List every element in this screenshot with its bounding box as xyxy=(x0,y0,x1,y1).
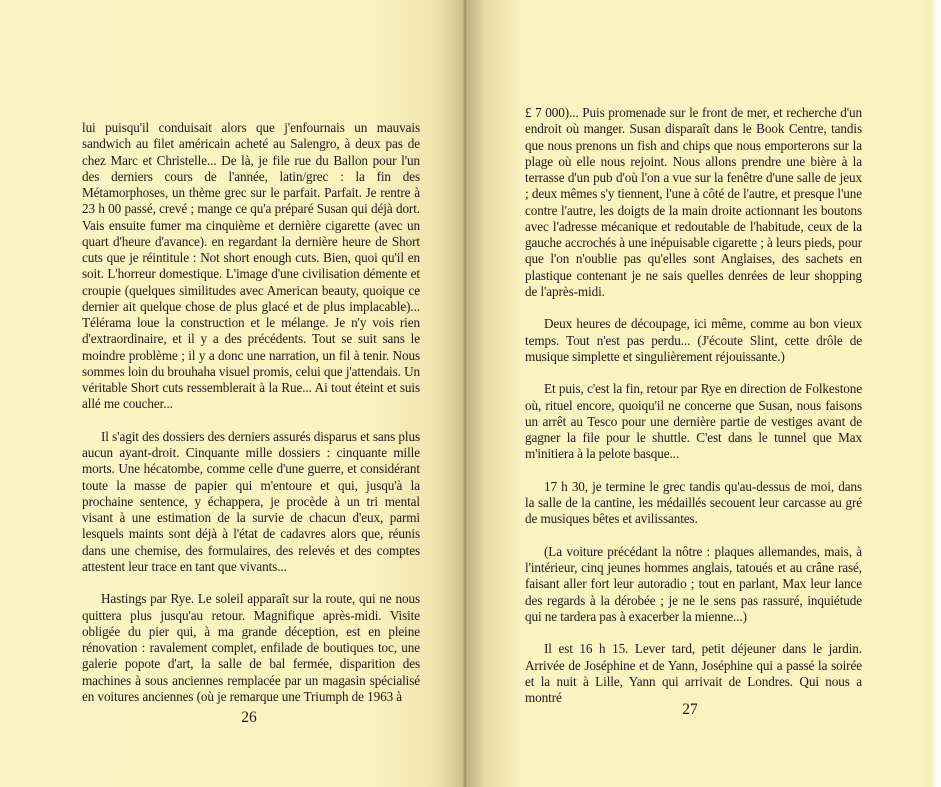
paragraph: Et puis, c'est la fin, retour par Rye en direction de Folkestone où, rituel encore, quoiqu'il ne concerne que Susan, nous faisons un arrêt au Tesco pour une dernière partie de vestiges avant de gagner la file pour le shuttle. C'est dans le tunnel que Max m'initiera à la pelote basque... xyxy=(525,381,862,462)
paragraph: 17 h 30, je termine le grec tandis qu'au-dessus de moi, dans la salle de la cantine, les médaillés secouent leur carcasse au gré de musiques bêtes et avilissantes. xyxy=(525,478,862,527)
paragraph: Il est 16 h 15. Lever tard, petit déjeuner dans le jardin. Arrivée de Joséphine et de Yann, Joséphine qui a passé la soirée et la nuit à Lille, Yann qui arrivait de Londres. Qui nous a montré xyxy=(525,641,862,705)
paragraph: (La voiture précédant la nôtre : plaques allemandes, mais, à l'intérieur, cinq jeunes hommes anglais, tatoués et au crâne rasé, faisant aller fort leur autoradio ; tout en parlant, Max leur lance des regards à la dérobée ; je ne le sens pas rassuré, inquiétude qui ne tardera pas à exacerber la mienne...) xyxy=(525,543,862,624)
book-gutter xyxy=(462,0,468,787)
right-page-text xyxy=(525,105,862,706)
left-page xyxy=(0,0,466,787)
right-page xyxy=(466,0,941,787)
page-number: 27 xyxy=(682,701,698,718)
paragraph: lui puisqu'il conduisait alors que j'enfournais un mauvais sandwich au filet américain acheté au Salengro, à deux pas de chez Marc et Christelle... De là, je file rue du Ballon pour l'un des derniers cours de l'année, latin/grec : la fin des Métamorphoses, un thème grec sur le parfait. Parfait. Je rentre à 23 h 00 passé, crevé ; mange ce qu'a préparé Susan qui déjà dort. Vais ensuite fumer ma cinquième et dernière cigarette (avec un quart d'heure d'avance). en regardant la dernière heure de Short cuts que je réintitule : Not short enough cuts. Bien, quoi qu'il en soit. L'horreur domestique. L'image d'une civilisation démente et croupie (quelques similitudes avec American beauty, quoique ce dernier ait quelque chose de plus glacé et de plus implacable)... Télérama loue la construction et le mélange. Je n'y vois rien d'extraordinaire, et il y a des précédents. Tout se suit sans le moindre problème ; il y a donc une narration, un fil à tenir. Nous sommes loin du brouhaha visuel promis, celui que j'attendais. Un véritable Short cuts ressemblerait à la Rue... Ai tout éteint et suis allé me coucher... xyxy=(82,120,420,412)
paragraph: Il s'agit des dossiers des derniers assurés disparus et sans plus aucun ayant-droit. Cinquante mille dossiers : cinquante mille morts. Une hécatombe, comme celle d'une guerre, et considérant toute la masse de papier qui m'entoure et qui, jusqu'à la prochaine sentence, y échappera, je procède à un tri mental visant à une estimation de la survie de chacun d'eux, parmi lesquels maints sont déjà à l'état de cadavres alors que, réunis dans une chemise, des formulaires, des relevés et des comptes attestent leur trace en tant que vivants... xyxy=(82,428,420,574)
paragraph: Deux heures de découpage, ici même, comme au bon vieux temps. Tout n'est pas perdu... (J'écoute Slint, cette drôle de musique simplette et singulièrement réjouissante.) xyxy=(525,316,862,364)
page-edge xyxy=(931,0,941,787)
page-number: 26 xyxy=(241,709,257,726)
paragraph: Hastings par Rye. Le soleil apparaît sur la route, qui ne nous quittera plus jusqu'au retour. Magnifique après-midi. Visite obligée du pier qui, à ma grande déception, est en pleine rénovation : ravalement complet, enfilade de boutiques toc, une galerie popote d'art, la salle de bal fermée, disparition des machines à sous anciennes remplacée par un magasin spécialisé en voitures anciennes (où je remarque une Triumph de 1963 à xyxy=(82,591,420,704)
paragraph: £ 7 000)... Puis promenade sur le front de mer, et recherche d'un endroit où manger. Susan disparaît dans le Book Centre, tandis que nous prenons un fish and chips que nous emporterons sur la plage où elle nous rejoint. Nous allons prendre une bière à la terrasse d'un pub d'où l'on a vue sur la fenêtre d'une salle de jeux ; deux mêmes s'y tiennent, l'une à côté de l'autre, et presque l'une contre l'autre, les doigts de la main droite actionnant les boutons avec l'adresse mécanique et redoutable de l'habitude, ceux de la gauche accrochés à une inépuisable cigarette ; à leurs pieds, pour que l'on n'oublie pas qu'elles sont Anglaises, des sachets en plastique contenant je ne sais quelles denrées de leur shopping de l'après-midi. xyxy=(525,105,862,299)
left-page-text xyxy=(82,120,420,705)
